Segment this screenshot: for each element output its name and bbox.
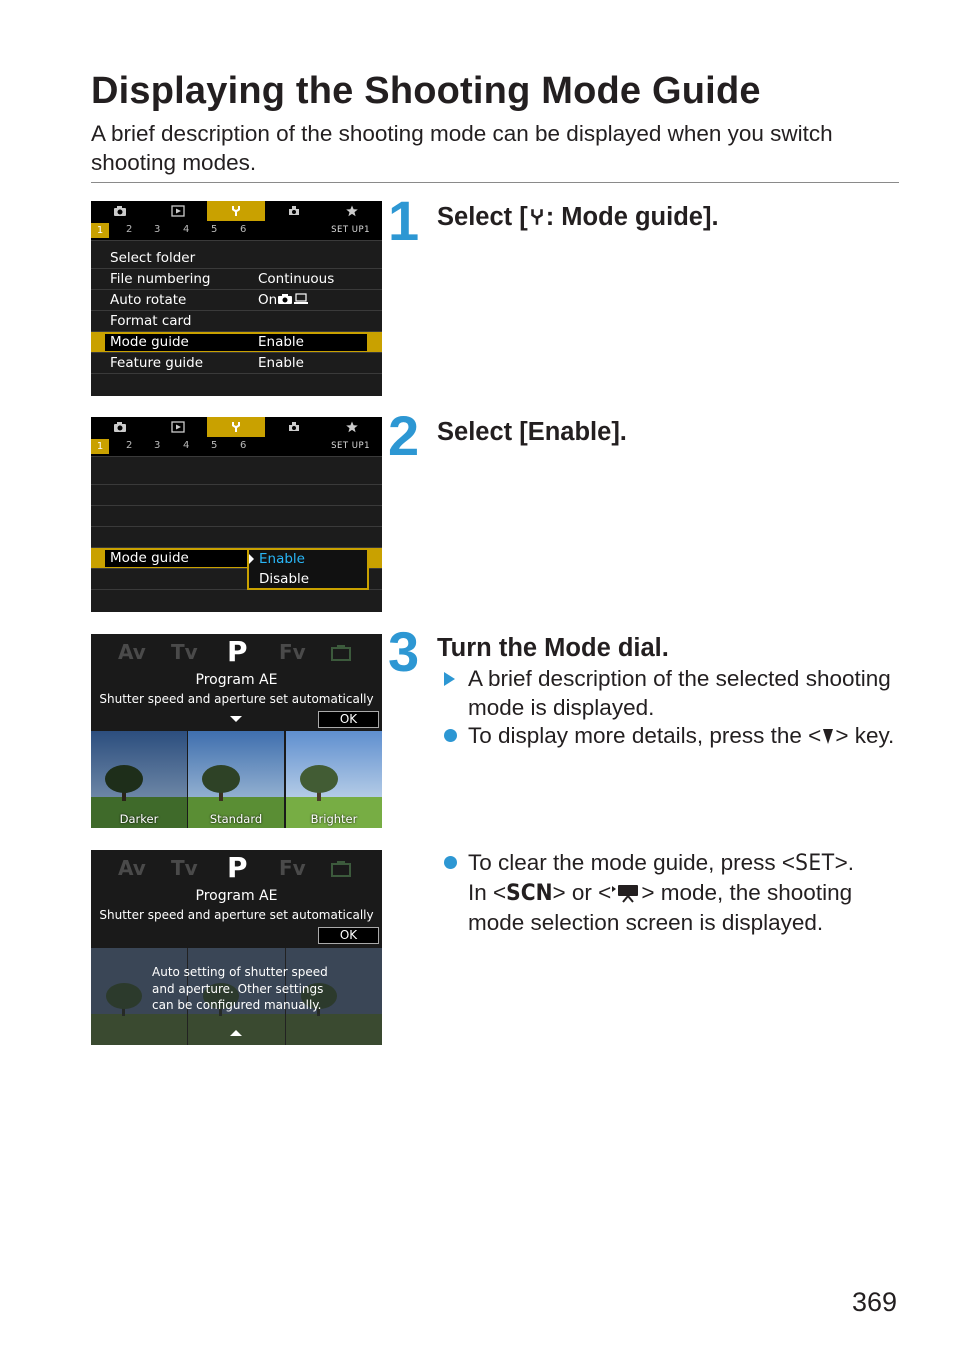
auto-mode-icon bbox=[331, 861, 351, 877]
custom-camera-icon bbox=[287, 421, 301, 433]
sub-tab-4[interactable]: 4 bbox=[183, 440, 190, 451]
step-number-3: 3 bbox=[388, 620, 418, 683]
custom-camera-icon bbox=[287, 205, 301, 217]
sub-tab-1[interactable]: 1 bbox=[91, 223, 109, 238]
mode-p: P bbox=[227, 635, 248, 668]
mode-strip bbox=[91, 850, 382, 888]
computer-icon bbox=[293, 293, 309, 305]
row-value bbox=[258, 290, 309, 310]
intro-text: A brief description of the shooting mode can be displayed when you switch shooting modes. bbox=[91, 121, 833, 175]
clear-note-end: >. bbox=[834, 850, 854, 875]
sample-photo-brighter[interactable] bbox=[286, 731, 382, 828]
detail-line: and aperture. Other settings bbox=[152, 981, 324, 996]
tab-my-menu[interactable] bbox=[323, 201, 381, 221]
menu-tab-bar bbox=[91, 201, 382, 221]
tab-custom[interactable] bbox=[265, 417, 323, 437]
mode-av: Av bbox=[118, 856, 146, 880]
playback-icon bbox=[171, 205, 185, 217]
tab-shooting[interactable] bbox=[91, 201, 149, 221]
clear-note-rest: > mode, the shooting mode selection screen is displayed. bbox=[468, 880, 853, 935]
auto-mode-icon bbox=[331, 645, 351, 661]
mode-guide-screen bbox=[91, 634, 382, 828]
menu-tab-bar bbox=[91, 417, 382, 437]
clear-note-start: To clear the mode guide, press < bbox=[468, 850, 796, 875]
more-details-end: > key. bbox=[835, 723, 895, 748]
guide-title: Program AE bbox=[195, 888, 278, 904]
menu-row-empty bbox=[91, 485, 382, 506]
row-label: Format card bbox=[110, 313, 192, 329]
tab-custom[interactable] bbox=[265, 201, 323, 221]
step-3-title: Turn the Mode dial. bbox=[437, 634, 669, 662]
guide-description: Shutter speed and aperture set automatically bbox=[99, 908, 374, 922]
selection-arrow-icon bbox=[249, 554, 254, 564]
mode-strip bbox=[91, 634, 382, 672]
menu-row-select-folder[interactable] bbox=[91, 248, 382, 269]
scn-mode-icon: SCN bbox=[506, 880, 553, 906]
page-title: Displaying the Shooting Mode Guide bbox=[91, 70, 761, 112]
sub-tab-3[interactable]: 3 bbox=[154, 224, 161, 235]
bullet-dot-icon bbox=[444, 855, 457, 869]
menu-sub-tabs bbox=[91, 437, 382, 457]
auto-rotate-value: On bbox=[258, 292, 278, 308]
sub-tab-6[interactable]: 6 bbox=[240, 440, 247, 451]
photo-label: Brighter bbox=[310, 812, 358, 826]
sample-photo-standard[interactable] bbox=[188, 731, 284, 828]
tab-my-menu[interactable] bbox=[323, 417, 381, 437]
mode-tv: Tv bbox=[171, 640, 198, 664]
clear-note-in: In < bbox=[468, 880, 507, 905]
movie-mode-icon bbox=[611, 883, 641, 903]
menu-row-empty bbox=[91, 464, 382, 485]
detail-line: can be configured manually. bbox=[152, 998, 322, 1012]
clear-note-text bbox=[468, 848, 904, 937]
tab-playback[interactable] bbox=[149, 417, 207, 437]
divider bbox=[91, 182, 899, 183]
step-number-1: 1 bbox=[388, 189, 418, 252]
star-icon bbox=[345, 205, 359, 217]
mode-guide-detail-screen bbox=[91, 850, 382, 1045]
mode-tv: Tv bbox=[171, 856, 198, 880]
menu-row-auto-rotate[interactable] bbox=[91, 290, 382, 311]
tab-setup[interactable] bbox=[207, 417, 265, 437]
sub-tab-6[interactable]: 6 bbox=[240, 224, 247, 235]
wrench-icon bbox=[229, 421, 243, 433]
clear-note-or: > or < bbox=[552, 880, 612, 905]
sub-tab-2[interactable]: 2 bbox=[126, 224, 133, 235]
mode-guide-options-screen bbox=[91, 417, 382, 612]
camera-icon bbox=[113, 421, 127, 433]
option-disable[interactable]: Disable bbox=[259, 571, 310, 587]
result-arrow-icon bbox=[444, 671, 455, 686]
menu-row-file-numbering[interactable] bbox=[91, 269, 382, 290]
step-number-2: 2 bbox=[388, 404, 418, 467]
menu-row-mode-guide[interactable] bbox=[91, 332, 382, 353]
setup-menu-screen bbox=[91, 201, 382, 396]
down-arrow-icon bbox=[230, 716, 242, 722]
star-icon bbox=[345, 421, 359, 433]
menu-row-empty bbox=[91, 506, 382, 527]
result-text: A brief description of the selected shooting mode is displayed. bbox=[468, 666, 891, 720]
detail-line: Auto setting of shutter speed bbox=[152, 965, 328, 979]
row-label: File numbering bbox=[110, 271, 211, 287]
bullet-dot-icon bbox=[444, 728, 457, 742]
photo-label: Standard bbox=[209, 812, 263, 826]
camera-icon bbox=[113, 205, 127, 217]
menu-sub-tabs bbox=[91, 221, 382, 241]
camera-icon bbox=[277, 293, 293, 305]
sample-photo-darker[interactable] bbox=[91, 731, 187, 828]
row-value: Continuous bbox=[258, 271, 335, 287]
sub-tab-5[interactable]: 5 bbox=[211, 440, 218, 451]
mode-fv: Fv bbox=[279, 640, 306, 664]
more-details-text bbox=[468, 721, 904, 750]
sub-tab-2[interactable]: 2 bbox=[126, 440, 133, 451]
row-label: Feature guide bbox=[110, 355, 204, 371]
row-label: Mode guide bbox=[110, 550, 189, 566]
menu-row-feature-guide[interactable] bbox=[91, 353, 382, 374]
sample-photos bbox=[91, 731, 382, 828]
sub-tab-4[interactable]: 4 bbox=[183, 224, 190, 235]
more-details-start: To display more details, press the < bbox=[468, 723, 822, 748]
option-label: Enable bbox=[259, 551, 305, 567]
setup-indicator: SET UP1 bbox=[331, 441, 370, 451]
tab-playback[interactable] bbox=[149, 201, 207, 221]
mode-av: Av bbox=[118, 640, 146, 664]
ok-button[interactable]: OK bbox=[318, 711, 379, 728]
mode-p: P bbox=[227, 851, 248, 884]
sub-tab-5[interactable]: 5 bbox=[211, 224, 218, 235]
option-enable[interactable] bbox=[259, 551, 305, 567]
row-label: Mode guide bbox=[110, 334, 189, 350]
guide-title: Program AE bbox=[195, 672, 278, 688]
sub-tab-3[interactable]: 3 bbox=[154, 440, 161, 451]
up-arrow-icon bbox=[230, 1030, 242, 1036]
photo-label: Darker bbox=[119, 812, 159, 826]
setup-indicator: SET UP1 bbox=[331, 225, 370, 235]
wrench-icon bbox=[528, 207, 546, 227]
sub-tab-1[interactable]: 1 bbox=[91, 439, 109, 454]
menu-row-format-card[interactable] bbox=[91, 311, 382, 332]
detail-text bbox=[152, 964, 328, 1014]
wrench-icon bbox=[229, 205, 243, 217]
tab-shooting[interactable] bbox=[91, 417, 149, 437]
step-1-title bbox=[437, 202, 719, 232]
row-label: Select folder bbox=[110, 250, 196, 266]
ok-button[interactable]: OK bbox=[318, 927, 379, 944]
row-value: Enable bbox=[258, 334, 304, 350]
down-key-icon bbox=[821, 727, 835, 745]
menu-row-empty bbox=[91, 527, 382, 548]
step-2-title: Select [Enable]. bbox=[437, 418, 627, 446]
mode-fv: Fv bbox=[279, 856, 306, 880]
row-value: Enable bbox=[258, 355, 304, 371]
page-number: 369 bbox=[852, 1287, 898, 1317]
option-dropdown bbox=[247, 548, 369, 590]
playback-icon bbox=[171, 421, 185, 433]
set-button-icon: SET bbox=[795, 850, 835, 876]
row-label: Auto rotate bbox=[110, 292, 187, 308]
step-1-title-start: Select [ bbox=[437, 203, 528, 231]
guide-description: Shutter speed and aperture set automatically bbox=[99, 692, 374, 706]
step-1-title-end: : Mode guide]. bbox=[545, 203, 719, 231]
tab-setup[interactable] bbox=[207, 201, 265, 221]
